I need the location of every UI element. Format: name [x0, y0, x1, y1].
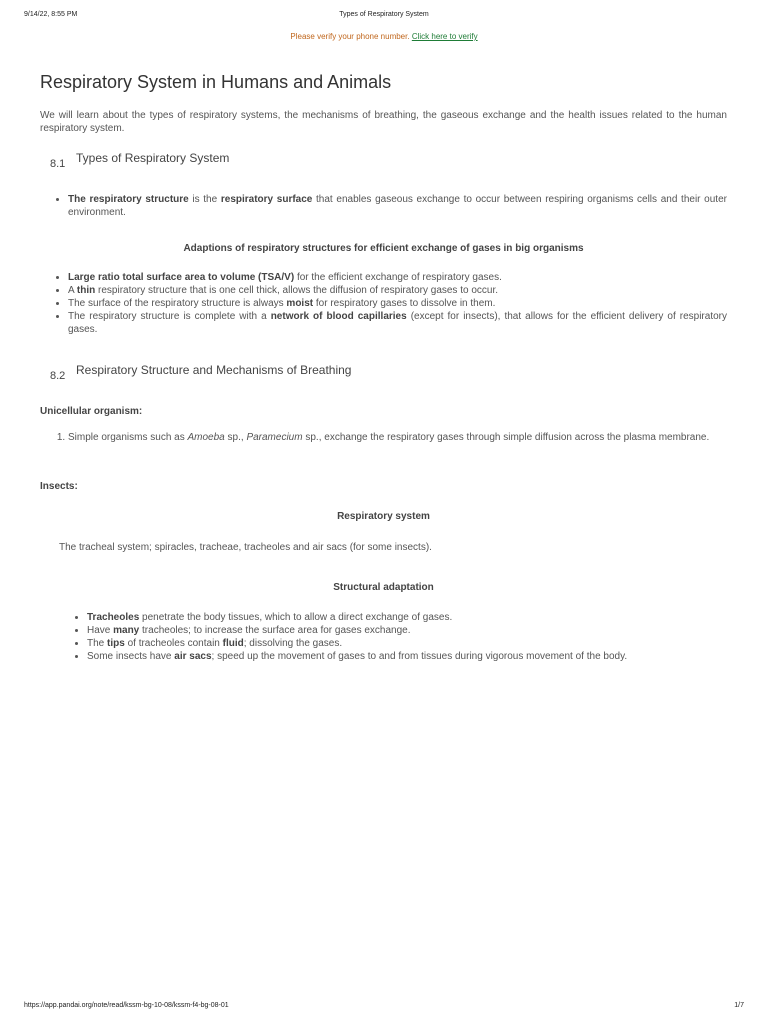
insects-label: Insects: — [40, 481, 78, 492]
list-item: • Tracheoles penetrate the body tissues, which to allow a direct exchange of gases. — [87, 611, 727, 624]
list-item: 1. Simple organisms such as Amoeba sp., Paramecium sp., exchange the respiratory gases through simple diffusion across the plasma membrane. — [68, 431, 727, 444]
section-8-2-heading — [40, 363, 727, 382]
print-header — [24, 11, 744, 23]
list-item: • The tips of tracheoles contain fluid; dissolving the gases. — [87, 637, 727, 650]
adaptions-heading: Adaptions of respiratory structures for efficient exchange of gases in big organisms — [183, 243, 584, 254]
list-item: • A thin respiratory structure that is one cell thick, allows the diffusion of respiratory gases to occur. — [68, 284, 727, 297]
adaptions-list — [40, 271, 727, 336]
unicellular-label: Unicellular organism: — [40, 406, 143, 417]
section-number: 8.1 — [50, 158, 66, 170]
list-item: • Some insects have air sacs; speed up the movement of gases to and from tissues during vigorous movement of the body. — [87, 650, 727, 663]
intro-paragraph: We will learn about the types of respiratory systems, the mechanisms of breathing, the gaseous exchange and the health issues related to the human respiratory system. — [40, 110, 727, 134]
unicellular-list — [40, 431, 727, 444]
respiratory-system-text: The tracheal system; spiracles, tracheae, tracheoles and air sacs (for some insects). — [59, 542, 432, 553]
page-number: 1/7 — [734, 1002, 744, 1009]
section-title: Respiratory Structure and Mechanisms of Breathing — [76, 363, 352, 377]
print-footer — [24, 1002, 744, 1014]
list-item: • The respiratory structure is complete with a network of blood capillaries (except for insects), that allows for the efficient delivery of respiratory gases. — [68, 310, 727, 336]
section-8-1-heading — [40, 151, 727, 170]
list-item: • The respiratory structure is the respiratory surface that enables gaseous exchange to occur between respiring organisms cells and their outer environment. — [68, 193, 727, 219]
verify-banner — [0, 32, 768, 41]
print-title: Types of Respiratory System — [339, 11, 429, 18]
definition-list — [40, 193, 727, 219]
page-title: Respiratory System in Humans and Animals — [40, 72, 392, 92]
print-date: 9/14/22, 8:55 PM — [24, 11, 78, 18]
section-title: Types of Respiratory System — [76, 151, 230, 165]
list-item: • Have many tracheoles; to increase the surface area for gases exchange. — [87, 624, 727, 637]
page-url: https://app.pandai.org/note/read/kssm-bg-10-08/kssm-f4-bg-08-01 — [24, 1002, 229, 1009]
verify-link[interactable]: Click here to verify — [411, 32, 478, 41]
structural-adaptation-list — [40, 611, 727, 663]
structural-adaptation-heading: Structural adaptation — [333, 582, 434, 593]
section-number: 8.2 — [50, 370, 66, 382]
list-item: • The surface of the respiratory structure is always moist for respiratory gases to dissolve in them. — [68, 297, 727, 310]
verify-text: Please verify your phone number. — [290, 32, 410, 41]
list-item: • Large ratio total surface area to volume (TSA/V) for the efficient exchange of respiratory gases. — [68, 271, 727, 284]
respiratory-system-heading: Respiratory system — [337, 511, 430, 522]
